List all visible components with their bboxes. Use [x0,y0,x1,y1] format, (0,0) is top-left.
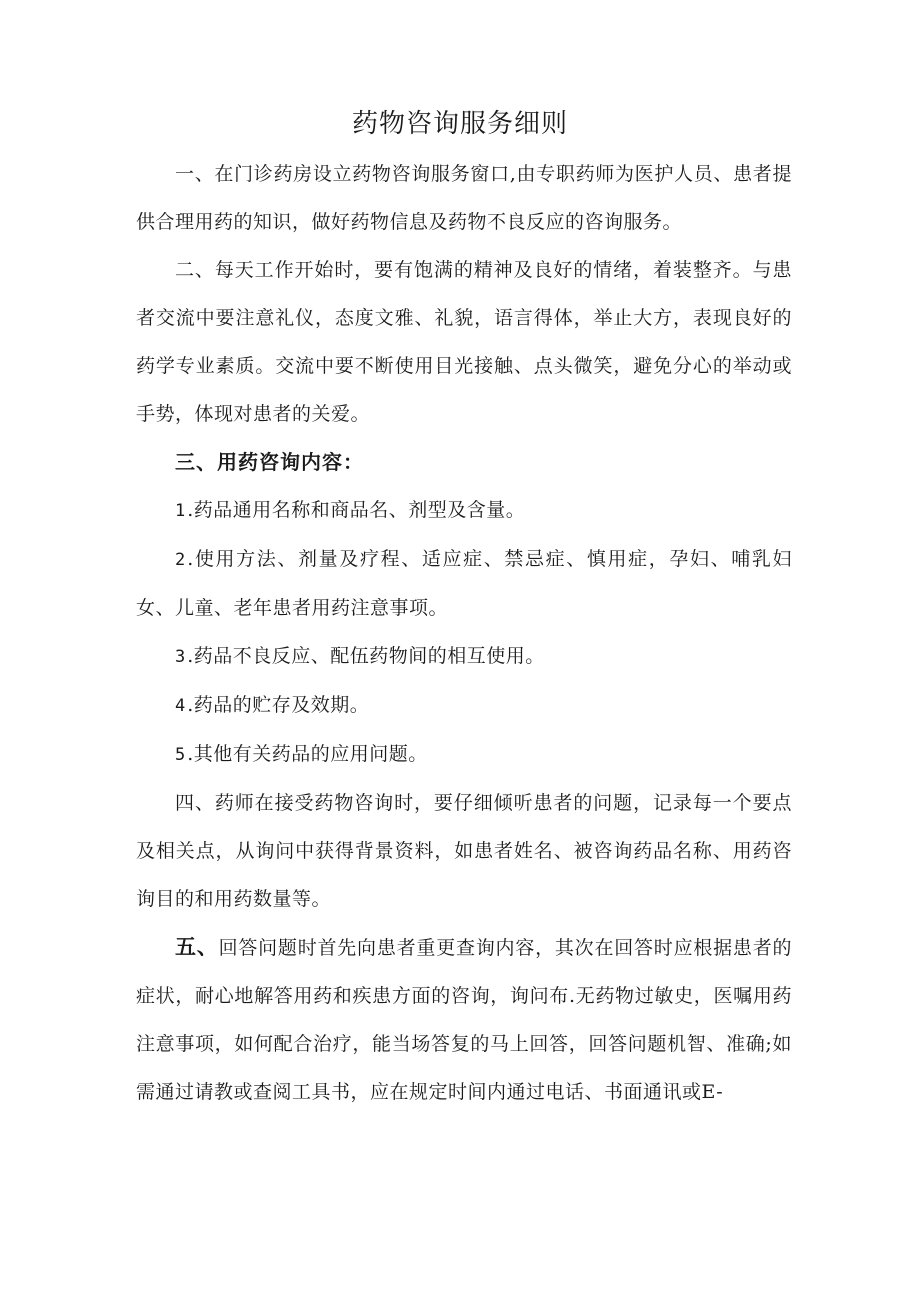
paragraph-5-lead: 五、 [175,935,219,959]
paragraph-5-text: 回答问题时首先向患者重更查询内容，其次在回答时应根据患者的症状，耐心地解答用药和疾患方面的咨询，询问布.无药物过敏史，医嘱用药注意事项，如何配合治疗，能当场答复的马上回答，回答问题机智、准确;如需通过请教或查阅工具书，应在规定时间内通过电话、书面通讯或E- [136,937,792,1103]
list-item [136,535,792,632]
list-item-text: .药品不良反应、配伍药物间的相互使用。 [187,645,545,667]
section-heading-3: 三、用药咨询内容： [175,450,364,474]
list-item [136,730,792,779]
list-item-text: .药品通用名称和商品名、剂型及含量。 [187,499,526,521]
list-item-text: .其他有关药品的应用问题。 [187,743,428,765]
list-item-number: 1 [175,501,188,521]
list-item-number: 2 [175,550,188,570]
list-item [136,632,792,681]
page-title: 药物咨询服务细则 [351,109,568,139]
list-item-text: .药品的贮存及效期。 [187,694,370,716]
paragraph-2: 二、每天工作开始时，要有饱满的精神及良好的情绪，着装整齐。与患者交流中要注意礼仪，态度文雅、礼貌，语言得体，举止大方，表现良好的药学专业素质。交流中要不断使用目光接触、点头微笑，避免分心的举动或手势，体现对患者的关爱。 [136,259,792,425]
list-item [136,681,792,730]
paragraph-5 [136,923,792,1116]
list-item-number: 5 [175,745,188,765]
list-item [136,486,792,535]
list-item-text: .使用方法、剂量及疗程、适应症、禁忌症、慎用症，孕妇、哺乳妇女、儿童、老年患者用药注意事项。 [136,548,792,619]
paragraph-4: 四、药师在接受药物咨询时，要仔细倾听患者的问题，记录每一个要点及相关点，从询问中获得背景资料，如患者姓名、被咨询药品名称、用药咨询目的和用药数量等。 [136,792,792,910]
paragraph-1: 一、在门诊药房设立药物咨询服务窗口,由专职药师为医护人员、患者提供合理用药的知识，做好药物信息及药物不良反应的咨询服务。 [136,163,792,233]
list-item-number: 3 [175,647,188,667]
list-item-number: 4 [175,696,188,716]
document-body [136,150,792,1116]
